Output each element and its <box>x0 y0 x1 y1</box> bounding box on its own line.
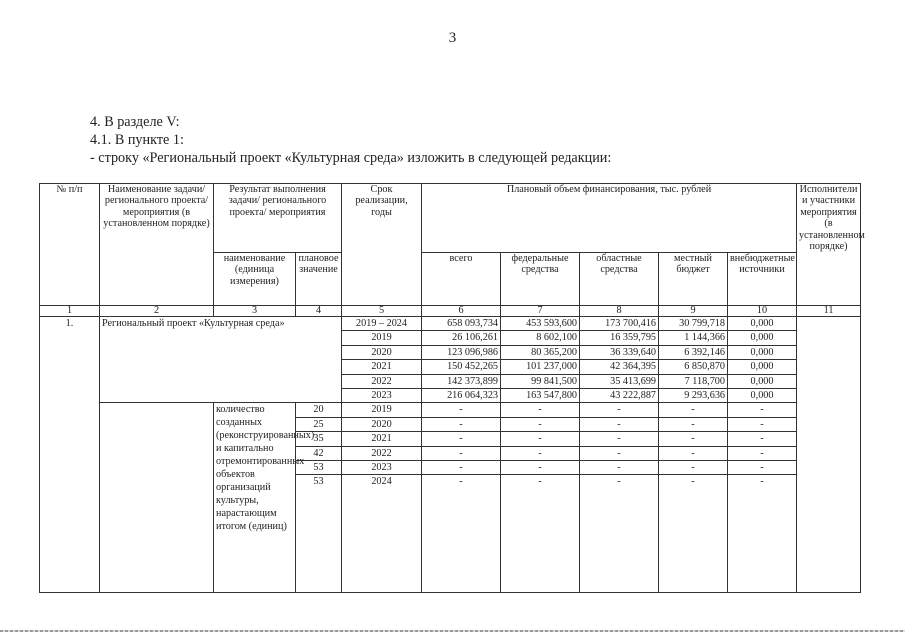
header-executors: Исполнители и участники мероприятия (в установленном порядке) <box>797 184 861 306</box>
project-name: Региональный проект «Культурная среда» <box>100 317 342 403</box>
page-number: 3 <box>448 30 457 46</box>
indicator-total: - <box>422 460 501 474</box>
finance-extra: 0,000 <box>728 374 797 388</box>
finance-federal: 453 593,600 <box>501 317 580 331</box>
indicator-extra: - <box>728 403 797 417</box>
finance-regional: 173 700,416 <box>580 317 659 331</box>
column-number: 1 <box>40 306 100 317</box>
indicator-total: - <box>422 446 501 460</box>
indicator-local: - <box>659 403 728 417</box>
indicator-term: 2024 <box>342 475 422 593</box>
finance-total: 150 452,265 <box>422 360 501 374</box>
indicator-value: 42 <box>296 446 342 460</box>
finance-row <box>40 317 861 331</box>
finance-total: 216 064,323 <box>422 388 501 402</box>
indicator-term: 2020 <box>342 417 422 431</box>
finance-extra: 0,000 <box>728 317 797 331</box>
header-extra: внебюджетные источники <box>728 253 797 306</box>
indicator-federal: - <box>501 446 580 460</box>
column-number: 7 <box>501 306 580 317</box>
project-number: 1. <box>40 317 100 593</box>
header-num: № п/п <box>40 184 100 306</box>
indicator-regional: - <box>580 417 659 431</box>
indicator-term: 2021 <box>342 432 422 446</box>
column-number: 11 <box>797 306 861 317</box>
finance-regional: 36 339,640 <box>580 345 659 359</box>
indicator-total: - <box>422 432 501 446</box>
indicator-total: - <box>422 403 501 417</box>
finance-local: 30 799,718 <box>659 317 728 331</box>
indicator-local: - <box>659 460 728 474</box>
finance-extra: 0,000 <box>728 345 797 359</box>
intro-line: - строку «Региональный проект «Культурная среда» изложить в следующей редакции: <box>90 150 612 166</box>
finance-local: 9 293,636 <box>659 388 728 402</box>
indicator-federal: - <box>501 403 580 417</box>
column-number: 10 <box>728 306 797 317</box>
finance-local: 6 392,146 <box>659 345 728 359</box>
header-result-name: наименование (единица измерения) <box>214 253 296 306</box>
finance-local: 6 850,870 <box>659 360 728 374</box>
indicator-name: количество созданных (реконструированных) и капитально отремонтированных объектов организаций культуры, нарастающим итогом (единиц) <box>214 403 296 593</box>
indicator-value: 35 <box>296 432 342 446</box>
column-number: 9 <box>659 306 728 317</box>
column-number: 8 <box>580 306 659 317</box>
header-finance: Плановый объем финансирования, тыс. рублей <box>422 184 797 253</box>
indicator-regional: - <box>580 446 659 460</box>
finance-federal: 163 547,800 <box>501 388 580 402</box>
finance-regional: 43 222,887 <box>580 388 659 402</box>
indicator-blank-cell <box>100 403 214 593</box>
indicator-federal: - <box>501 432 580 446</box>
indicator-regional: - <box>580 432 659 446</box>
finance-term: 2021 <box>342 360 422 374</box>
indicator-regional: - <box>580 475 659 593</box>
header-term: Срок реализации, годы <box>342 184 422 306</box>
indicator-value: 25 <box>296 417 342 431</box>
indicator-local: - <box>659 417 728 431</box>
indicator-local: - <box>659 446 728 460</box>
header-total: всего <box>422 253 501 306</box>
indicator-term: 2022 <box>342 446 422 460</box>
header-federal: федеральные средства <box>501 253 580 306</box>
column-number: 2 <box>100 306 214 317</box>
header-result: Результат выполнения задачи/ регионального проекта/ мероприятия <box>214 184 342 253</box>
column-number: 5 <box>342 306 422 317</box>
indicator-value: 53 <box>296 460 342 474</box>
indicator-local: - <box>659 475 728 593</box>
finance-local: 1 144,366 <box>659 331 728 345</box>
header-result-value: плановое значение <box>296 253 342 306</box>
finance-total: 123 096,986 <box>422 345 501 359</box>
financing-table <box>39 183 865 593</box>
finance-term: 2019 <box>342 331 422 345</box>
header-name: Наименование задачи/ регионального проекта/ мероприятия (в установленном порядке) <box>100 184 214 306</box>
executors-cell <box>797 317 861 593</box>
column-number: 6 <box>422 306 501 317</box>
indicator-local: - <box>659 432 728 446</box>
finance-total: 142 373,899 <box>422 374 501 388</box>
indicator-value: 20 <box>296 403 342 417</box>
finance-extra: 0,000 <box>728 360 797 374</box>
indicator-total: - <box>422 475 501 593</box>
scan-edge-divider <box>0 630 905 632</box>
header-local: местный бюджет <box>659 253 728 306</box>
finance-federal: 80 365,200 <box>501 345 580 359</box>
indicator-total: - <box>422 417 501 431</box>
finance-federal: 8 602,100 <box>501 331 580 345</box>
finance-term: 2022 <box>342 374 422 388</box>
finance-regional: 16 359,795 <box>580 331 659 345</box>
finance-total: 26 106,261 <box>422 331 501 345</box>
indicator-extra: - <box>728 417 797 431</box>
indicator-federal: - <box>501 460 580 474</box>
intro-text <box>90 113 611 167</box>
finance-federal: 99 841,500 <box>501 374 580 388</box>
finance-regional: 42 364,395 <box>580 360 659 374</box>
intro-line: 4.1. В пункте 1: <box>90 132 184 148</box>
indicator-term: 2019 <box>342 403 422 417</box>
indicator-value: 53 <box>296 475 342 593</box>
intro-line: 4. В разделе V: <box>90 114 180 130</box>
finance-total: 658 093,734 <box>422 317 501 331</box>
finance-extra: 0,000 <box>728 388 797 402</box>
indicator-extra: - <box>728 432 797 446</box>
finance-local: 7 118,700 <box>659 374 728 388</box>
finance-regional: 35 413,699 <box>580 374 659 388</box>
indicator-term: 2023 <box>342 460 422 474</box>
finance-federal: 101 237,000 <box>501 360 580 374</box>
header-regional: областные средства <box>580 253 659 306</box>
finance-term: 2020 <box>342 345 422 359</box>
column-number: 3 <box>214 306 296 317</box>
finance-term: 2023 <box>342 388 422 402</box>
indicator-extra: - <box>728 460 797 474</box>
indicator-extra: - <box>728 475 797 593</box>
indicator-federal: - <box>501 475 580 593</box>
column-number: 4 <box>296 306 342 317</box>
indicator-row <box>40 403 861 417</box>
indicator-federal: - <box>501 417 580 431</box>
indicator-extra: - <box>728 446 797 460</box>
indicator-regional: - <box>580 403 659 417</box>
finance-term: 2019 – 2024 <box>342 317 422 331</box>
finance-extra: 0,000 <box>728 331 797 345</box>
indicator-regional: - <box>580 460 659 474</box>
